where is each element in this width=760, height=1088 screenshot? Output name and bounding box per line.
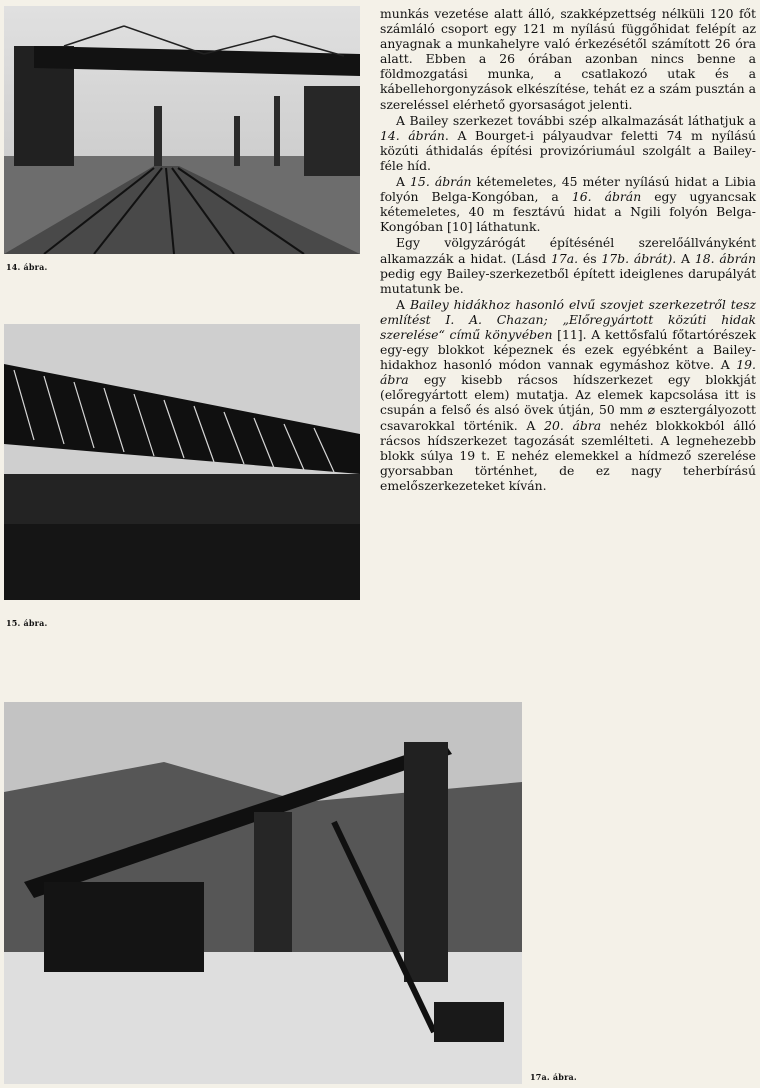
text-run: nehéz blokkokból álló rácsos hídszerkezet tagozását szemlélteti. A legnehezebb blokk súlya 19 t. E nehéz elemekkel a hídmező szerelése gyorsabban történhet, de ez nagy teherbírású emelőszerkezeteket kíván. xyxy=(380,417,756,493)
text-run: A xyxy=(396,174,411,190)
italic-run: 17a. xyxy=(550,250,579,266)
text-run: A xyxy=(396,296,410,312)
figure-14-photo xyxy=(4,6,360,254)
text-run: munkás vezetése alatt álló, szakképzettség nélküli 120 főt számláló csoport egy 121 m nyílású függőhidat felépít az anyagnak a munkahelyre való érkezésétől számított 26 óra alatt. Ebben a 26 órában azonban nincs benne a földmozgatási munka, a csatlakozó utak és a kábellehorgonyzások elkészítése, tehát ez a szám pusztán a szereléssel elérhető gyorsaságot jelenti. xyxy=(380,6,756,112)
italic-run: 17b. ábrát). xyxy=(601,250,677,266)
figure-15-caption: 15. ábra. xyxy=(6,618,48,628)
paragraph-3 xyxy=(380,174,756,234)
paragraph-1 xyxy=(380,6,756,112)
figure-14-illustration xyxy=(4,6,360,254)
text-run: egy ugyancsak kétemeletes, 40 m fesztávú hidat a Ngili folyón Belga-Kongóban [10] láthatunk. xyxy=(380,189,756,235)
text-run: egy kisebb rácsos hídszerkezet egy blokkját (előregyártott elem) mutatja. Az elemek kapcsolása itt is csupán a felső és alsó övek útján, 50 mm ⌀ esztergályozott csavarokkal történik. A xyxy=(380,372,756,433)
italic-run: 19. ábra xyxy=(380,357,756,388)
figure-17a-illustration xyxy=(4,702,522,1084)
italic-run: Bailey hidákhoz hasonló elvű szovjet szerkezetről tesz említést I. A. Chazan; „Előregyártott közúti hidak szerelése“ című könyvében xyxy=(380,296,757,342)
paragraph-2 xyxy=(380,113,756,173)
figure-15-illustration xyxy=(4,324,360,600)
text-run: Egy völgyzárógát építésénél szerelőállványként alkamazzák a hidat. (Lásd xyxy=(380,235,756,266)
paragraph-5 xyxy=(380,297,756,493)
italic-run: 20. ábra xyxy=(544,417,602,433)
text-run: . A Bourget-i pályaudvar feletti 74 m nyílású közúti áthidalás építési provizóriumául szolgált a Bailey-féle híd. xyxy=(380,127,756,173)
text-run: és xyxy=(578,250,602,266)
figure-17a-photo xyxy=(4,702,522,1084)
text-run: A Bailey szerkezet további szép alkalmazását láthatjuk a xyxy=(396,112,756,128)
paragraph-4 xyxy=(380,235,756,295)
figure-15-photo xyxy=(4,324,360,600)
italic-run: 16. ábrán xyxy=(571,189,642,205)
italic-run: 15. ábrán xyxy=(410,174,472,190)
italic-run: 14. ábrán xyxy=(380,127,445,143)
text-run: kétemeletes, 45 méter nyílású hidat a Libia folyón Belga-Kongóban, a xyxy=(380,174,757,205)
text-run: pedig egy Bailey-szerkezetből épített ideiglenes darupályát mutatunk be. xyxy=(380,265,756,296)
text-run: [11]. A kettősfalú főtartórészek egy-egy blokkot képeznek és ezek egyébként a Bailey-hidakhoz hasonló módon vannak egymáshoz kötve. A xyxy=(380,326,756,373)
figure-17a-caption: 17a. ábra. xyxy=(530,1072,577,1082)
italic-run: 18. ábrán xyxy=(694,250,756,266)
figure-14-caption: 14. ábra. xyxy=(6,262,48,272)
text-run: A xyxy=(676,250,695,266)
body-text-column xyxy=(380,6,756,494)
